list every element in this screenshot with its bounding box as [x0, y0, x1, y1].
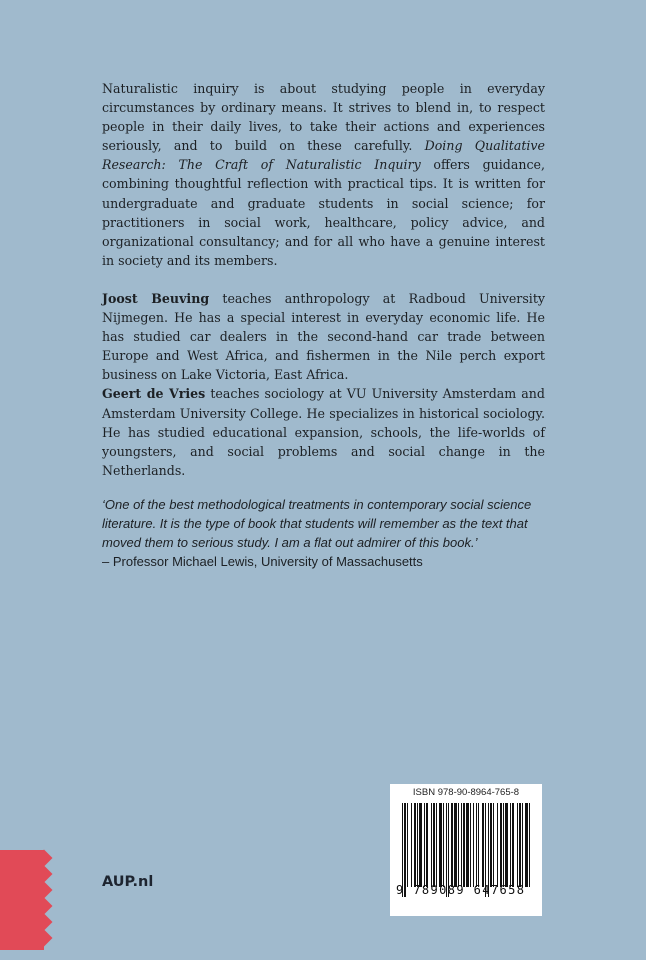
barcode-bar — [461, 803, 462, 887]
barcode-bar — [411, 803, 412, 887]
barcode-bar — [439, 803, 442, 887]
publisher-logo[interactable]: AUP.nl — [102, 874, 154, 890]
isbn-label: ISBN 978-90-8964-765-8 — [412, 787, 520, 798]
barcode-bar — [443, 803, 444, 887]
barcode-bar — [505, 803, 508, 887]
author-bio-2 — [102, 384, 545, 479]
isbn-digits: 9 789089 647658 — [396, 883, 526, 897]
barcode-bar — [470, 803, 471, 887]
barcode-bar — [503, 803, 504, 887]
barcode-bar — [417, 803, 418, 887]
barcode-bar — [451, 803, 453, 887]
barcode-bar — [436, 803, 437, 887]
book-title: Doing Qualitative Research: The Craft of Naturalistic Inquiry — [102, 138, 545, 173]
endorsement-attribution: – Professor Michael Lewis, University of Massachusetts — [102, 554, 423, 569]
barcode-bar — [490, 803, 492, 887]
barcode-bar — [512, 803, 514, 887]
blurb-paragraph — [102, 79, 545, 270]
barcode-bar — [517, 803, 518, 887]
blurb-intro: Naturalistic inquiry is about studying people in everyday circumstances by ordinary means. It strives to blend in, to respect people in their daily lives, to take their actions and experiences seriously, and to build on these carefully. — [102, 81, 545, 154]
barcode-bar — [419, 803, 422, 887]
barcode-bar — [476, 803, 477, 887]
barcode-bar — [510, 803, 511, 887]
barcode-bar — [463, 803, 465, 887]
barcode-bar — [493, 803, 494, 887]
blurb-rest: offers guidance, combining thoughtful reflection with practical tips. It is written for undergraduate and graduate students in social science; for practitioners in social work, healthcare, policy advice, and organizational consultancy; and for all who have a genuine interest in society and its members. — [102, 157, 545, 268]
barcode-bar — [529, 803, 530, 887]
barcode-bar — [454, 803, 457, 887]
barcode-bar — [522, 803, 523, 887]
author-bio-text-2: teaches sociology at VU University Amsterdam and Amsterdam University College. He specializes in historical sociology. He has studied educational expansion, schools, the life-worlds of youngsters, and social problems and social change in the Netherlands. — [102, 386, 545, 478]
barcode-bar — [414, 803, 416, 887]
barcode-bar — [458, 803, 459, 887]
author-bio-1 — [102, 289, 545, 384]
endorsement — [102, 495, 545, 571]
back-cover-text — [102, 79, 545, 480]
barcode-bar — [519, 803, 521, 887]
author-name-1: Joost Beuving — [102, 290, 210, 306]
barcode-bar — [431, 803, 432, 887]
barcode-bar — [525, 803, 528, 887]
author-bio-text-1: teaches anthropology at Radboud University Nijmegen. He has a special interest in everyday economic life. He has studied car dealers in the second-hand car trade between Europe and West Africa, and fishermen in the Nile perch export business on Lake Victoria, East Africa. — [102, 290, 545, 383]
barcode-bar — [407, 803, 408, 887]
barcode-bar — [497, 803, 498, 887]
barcode-bar — [500, 803, 502, 887]
barcode-bar — [424, 803, 425, 887]
barcode-bar — [466, 803, 469, 887]
barcode-bar — [473, 803, 474, 887]
author-name-2: Geert de Vries — [102, 386, 206, 402]
barcode-bar — [478, 803, 479, 887]
barcode-bar — [426, 803, 428, 887]
endorsement-quote: ‘One of the best methodological treatments in contemporary social science literature. It is the type of book that students will remember as the text that moved them to serious study. I am a flat out admirer of this book.’ — [102, 497, 532, 550]
barcode-bar — [482, 803, 484, 887]
barcode — [390, 784, 542, 916]
barcode-bar — [433, 803, 435, 887]
publisher-color-tab — [0, 850, 44, 950]
